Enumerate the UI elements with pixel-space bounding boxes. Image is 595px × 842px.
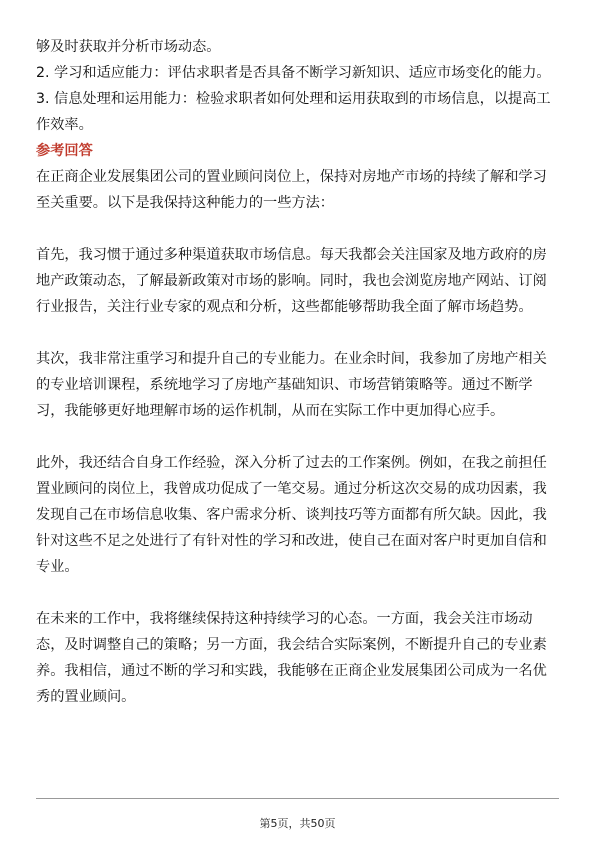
paragraph-line: 针对这些不足之处进行了有针对性的学习和改进，使自己在面对客户时更加自信和 — [36, 533, 547, 549]
answer-paragraph-first — [36, 242, 561, 320]
paragraph-line: 此外，我还结合自身工作经验，深入分析了过去的工作案例。例如，在我之前担任 — [36, 455, 547, 471]
answer-paragraph-second — [36, 346, 561, 424]
answer-paragraph-intro — [36, 164, 561, 216]
paragraph-line: 至关重要。以下是我保持这种能力的一些方法： — [36, 195, 334, 211]
answer-paragraph-third — [36, 450, 561, 580]
paragraph-line: 在正商企业发展集团公司的置业顾问岗位上，保持对房地产市场的持续了解和学习 — [36, 169, 547, 185]
paragraph-gap — [36, 320, 561, 346]
criteria-item-learning: 2. 学习和适应能力：评估求职者是否具备不断学习新知识、适应市场变化的能力。 — [36, 65, 551, 81]
criteria-line: 够及时获取并分析市场动态。 — [36, 39, 221, 55]
paragraph-line: 其次，我非常注重学习和提升自己的专业能力。在业余时间，我参加了房地产相关 — [36, 351, 547, 367]
criteria-item-information: 3. 信息处理和运用能力：检验求职者如何处理和运用获取到的市场信息，以提高工 — [36, 91, 551, 107]
answer-paragraph-future — [36, 606, 561, 710]
paragraph-line: 发现自己在市场信息收集、客户需求分析、谈判技巧等方面都有所欠缺。因此，我 — [36, 507, 547, 523]
paragraph-line: 态，及时调整自己的策略；另一方面，我会结合实际案例，不断提升自己的专业素 — [36, 637, 547, 653]
reference-answer-heading: 参考回答 — [36, 143, 93, 159]
paragraph-line: 养。我相信，通过不断的学习和实践，我能够在正商企业发展集团公司成为一名优 — [36, 663, 547, 679]
paragraph-line: 行业报告，关注行业专家的观点和分析，这些都能够帮助我全面了解市场趋势。 — [36, 299, 533, 315]
paragraph-line: 置业顾问的岗位上，我曾成功促成了一笔交易。通过分析这次交易的成功因素，我 — [36, 481, 547, 497]
criteria-list — [36, 34, 561, 138]
document-body — [36, 34, 561, 710]
paragraph-gap — [36, 580, 561, 606]
paragraph-gap — [36, 216, 561, 242]
paragraph-line: 习，我能够更好地理解市场的运作机制，从而在实际工作中更加得心应手。 — [36, 403, 505, 419]
paragraph-line: 首先，我习惯于通过多种渠道获取市场信息。每天我都会关注国家及地方政府的房 — [36, 247, 547, 263]
paragraph-line: 地产政策动态，了解最新政策对市场的影响。同时，我也会浏览房地产网站、订阅 — [36, 273, 547, 289]
paragraph-line: 在未来的工作中，我将继续保持这种持续学习的心态。一方面，我会关注市场动 — [36, 611, 533, 627]
criteria-line: 作效率。 — [36, 117, 93, 133]
footer-divider — [36, 798, 559, 799]
paragraph-gap — [36, 424, 561, 450]
paragraph-line: 的专业培训课程，系统地学习了房地产基础知识、市场营销策略等。通过不断学 — [36, 377, 533, 393]
paragraph-line: 专业。 — [36, 559, 79, 575]
page-number: 第5页，共50页 — [259, 817, 336, 830]
paragraph-line: 秀的置业顾问。 — [36, 689, 136, 705]
